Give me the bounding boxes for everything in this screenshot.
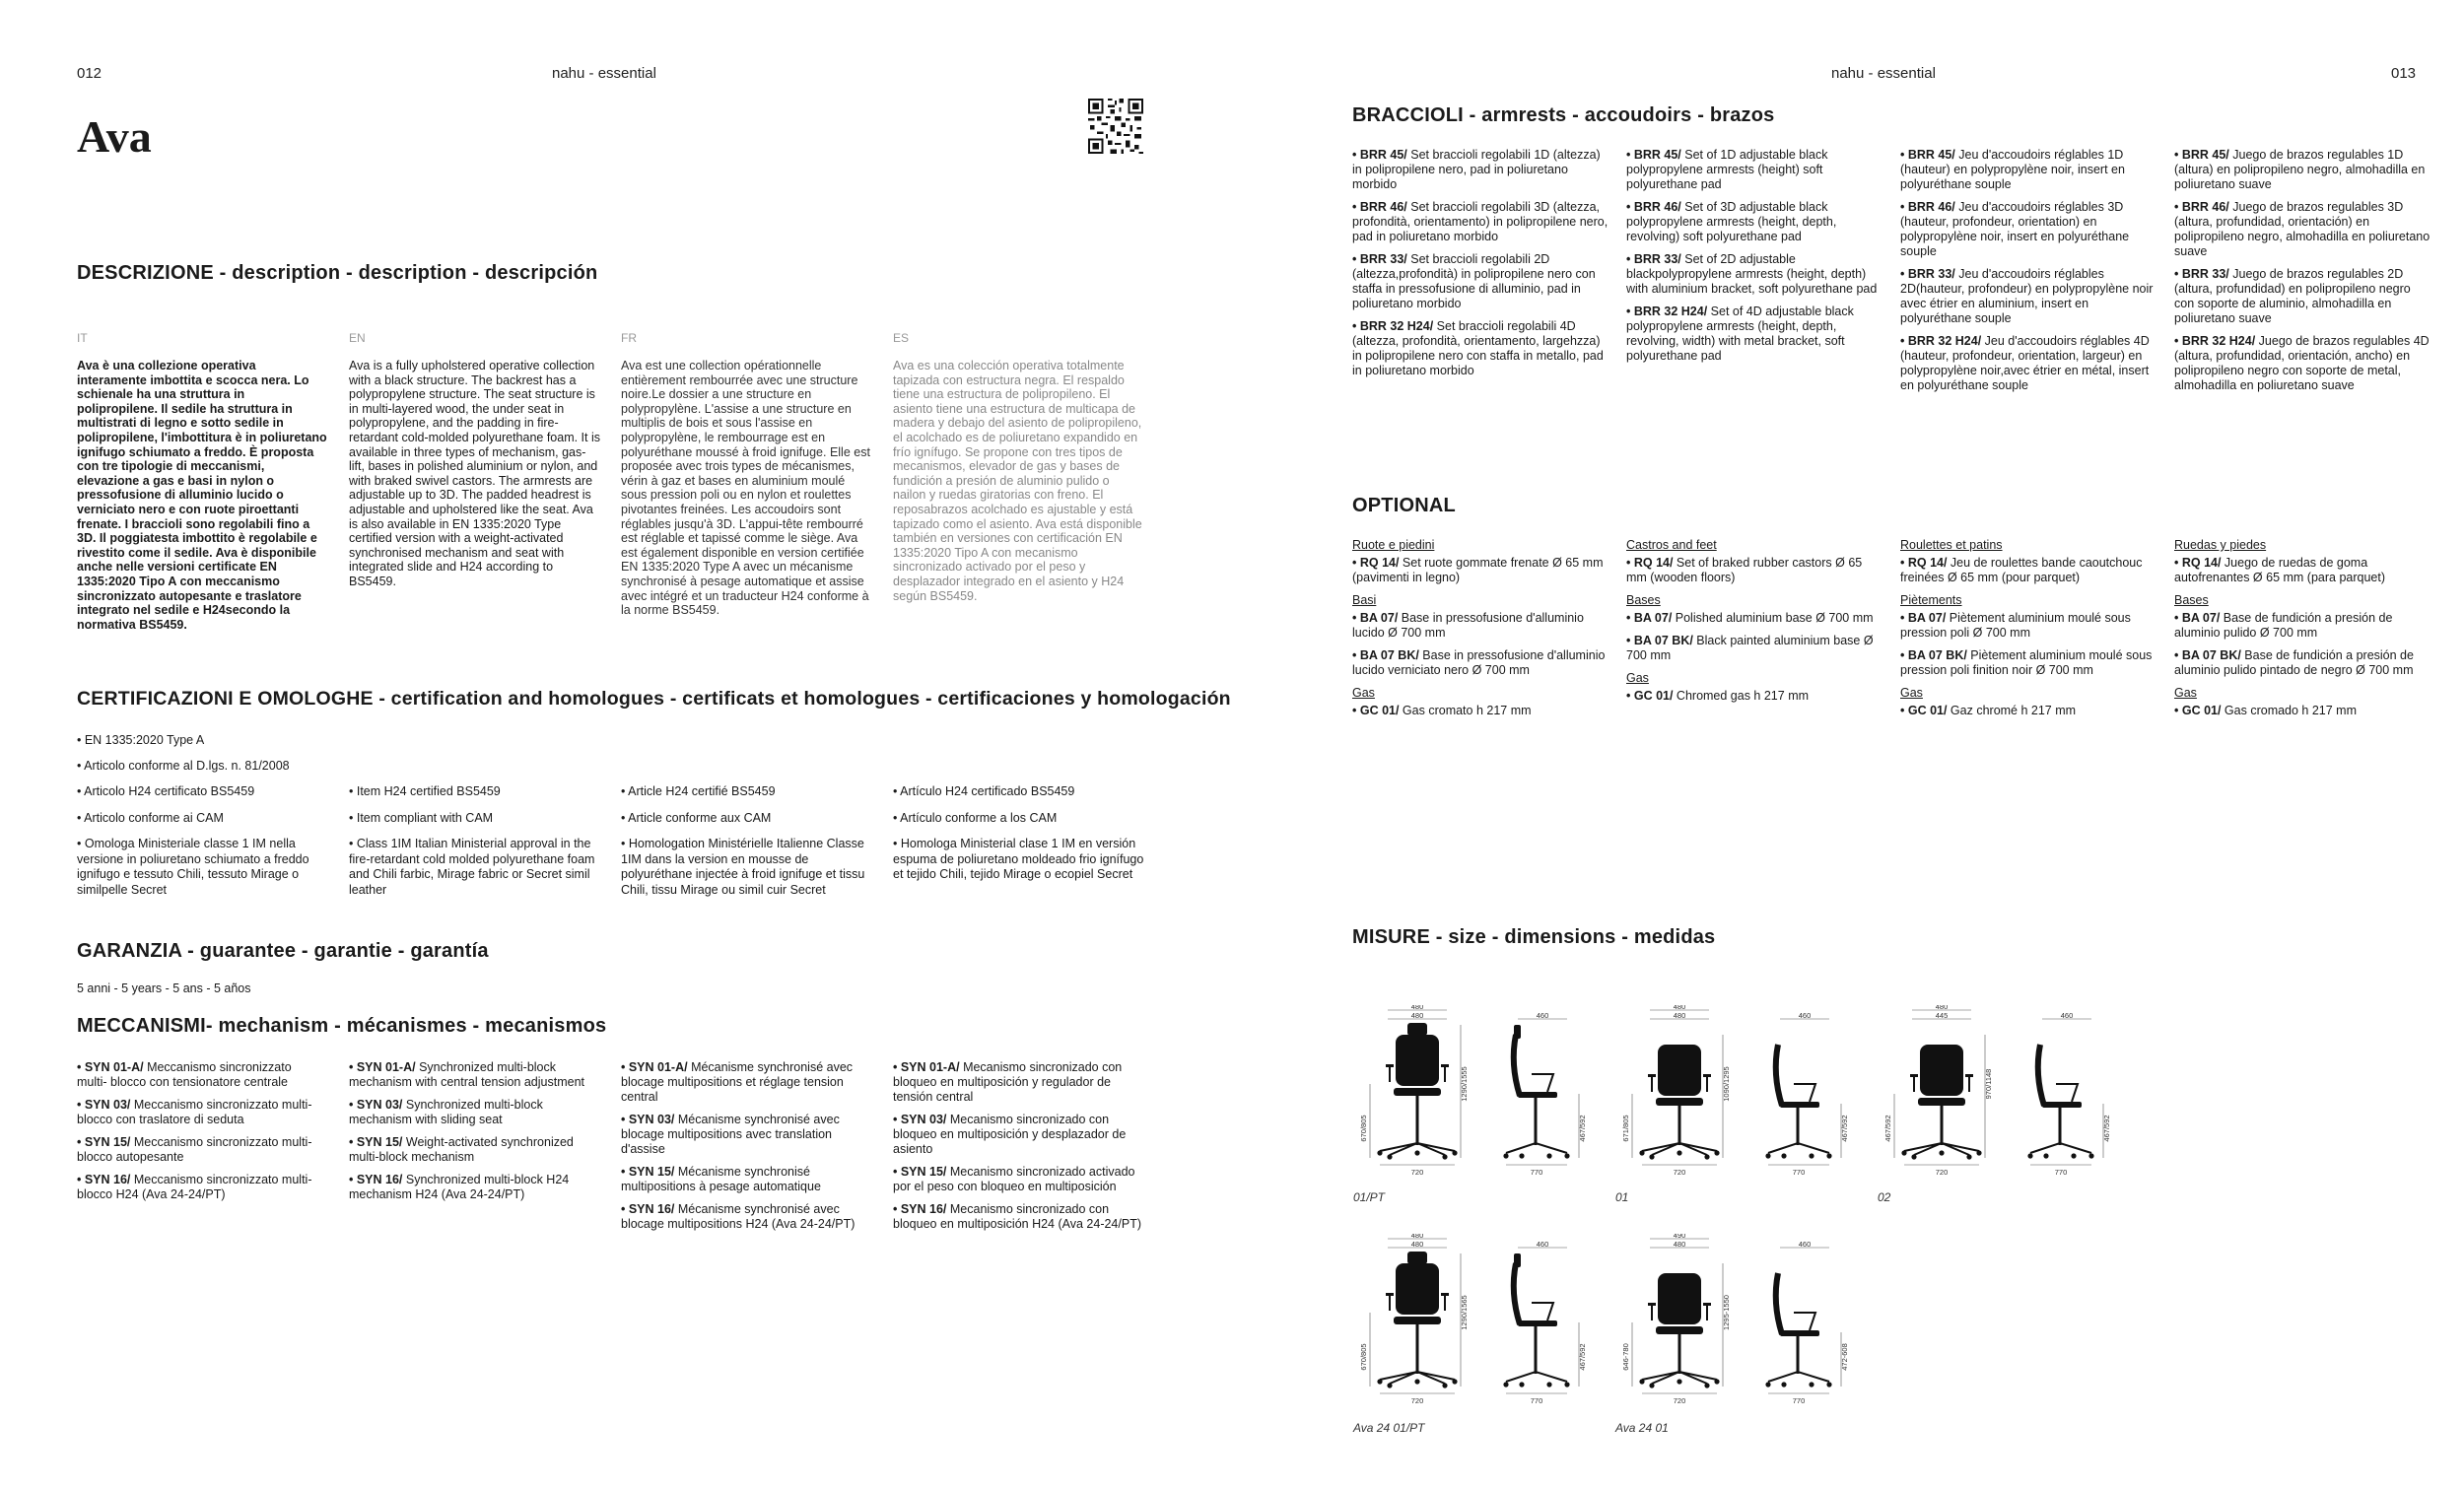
opt-item: • BA 07 BK/ Base de fundición a presión de aluminio pulido pintado de negro Ø 700 mm bbox=[2174, 648, 2414, 677]
opt-item: • RQ 14/ Set ruote gommate frenate Ø 65 mm (pavimenti in legno) bbox=[1352, 556, 1604, 584]
opt-item: • BA 07/ Base de fundición a presión de aluminio pulido Ø 700 mm bbox=[2174, 611, 2393, 640]
mech-item: • SYN 16/ Mecanismo sincronizado con bloqueo en multiposición H24 (Ava 24-24/PT) bbox=[893, 1202, 1141, 1231]
dim-side-top: 460 bbox=[2060, 1011, 2074, 1020]
dim-side-width: 770 bbox=[1530, 1168, 1543, 1177]
chair-side-castor bbox=[1765, 1382, 1770, 1387]
chair-side-castor bbox=[1765, 1153, 1770, 1158]
chair-backrest bbox=[1920, 1045, 1963, 1096]
description-col-fr bbox=[621, 331, 872, 618]
description-text: Ava is a fully upholstered operative collection with a black structure. The backrest has a polypropylene structure. The seat structure is in multi-layered wood, the under seat in polypropylene, and the padding in fire-retardant cold-molded polyurethane foam. It is available in three types of mechanism, gas-lift, bases in polished aluminium or nylon, and with braked swivel castors. The armrests are adjustable up to 3D. The padded headrest is adjustable and upholstered like the seat. Ava is also available in EN 1335:2020 Type certified version with a weight-activated synchronised mechanism and seat with integrated slide and H24 according to BS5459. bbox=[349, 359, 600, 588]
chair-side-castor bbox=[2088, 1153, 2093, 1158]
arm-col-fr bbox=[1900, 148, 2156, 401]
armrests-title: BRACCIOLI - armrests - accoudoirs - brazos bbox=[1352, 104, 1775, 126]
figure-label: 02 bbox=[1878, 1190, 1891, 1204]
arm-item: • BRR 45/ Set braccioli regolabili 1D (altezza) in polipropilene nero, pad in poliuretano morbido bbox=[1352, 148, 1601, 191]
opt-item: • BA 07 BK/ Piètement aluminium moulé sous pression poli finition noir Ø 700 mm bbox=[1900, 648, 2153, 677]
cert-item: • Articolo conforme al D.lgs. n. 81/2008 bbox=[77, 759, 290, 773]
sizes-title: MISURE - size - dimensions - medidas bbox=[1352, 926, 1716, 948]
qr-code[interactable] bbox=[1088, 99, 1143, 159]
chair-arm-right bbox=[1703, 1074, 1711, 1077]
chair-side-seat bbox=[1780, 1102, 1819, 1108]
arm-item: • BRR 32 H24/ Jeu d'accoudoirs réglables 4D (hauteur, profondeur, orientation, largeur) en polypropylène noir,avec étrier en métal, insert en polyuréthane souple bbox=[1900, 334, 2150, 392]
chair-arm-right bbox=[1703, 1303, 1711, 1306]
chair-side-castor bbox=[1519, 1153, 1524, 1158]
opt-col-en bbox=[1626, 538, 1882, 711]
dim-top-1: 480 bbox=[1410, 1234, 1424, 1240]
chair-side-arm bbox=[1794, 1313, 1815, 1330]
mech-item: • SYN 15/ Mécanisme synchronisé multipositions à pesage automatique bbox=[621, 1165, 821, 1193]
chair-backrest bbox=[1658, 1045, 1701, 1096]
chair-arm-left bbox=[1648, 1303, 1656, 1306]
chair-castor bbox=[1377, 1379, 1382, 1384]
dim-seat-height: 472-608 bbox=[1840, 1343, 1849, 1371]
dim-base-width: 720 bbox=[1935, 1168, 1949, 1177]
chair-seat bbox=[1656, 1326, 1703, 1334]
dim-side-top: 460 bbox=[1798, 1011, 1812, 1020]
chair-dimension-drawing bbox=[1612, 1234, 1869, 1411]
arm-item: • BRR 32 H24/ Set braccioli regolabili 4D (altezza, profondità, orientamento, largehzza) in polipropilene nero con staffa in metallo, pad in poliuretano morbido bbox=[1352, 319, 1604, 377]
description-col-es bbox=[893, 331, 1144, 603]
dim-seat-height: 467/592 bbox=[1578, 1343, 1587, 1371]
chair-backrest bbox=[1658, 1273, 1701, 1324]
chair-castor bbox=[1939, 1150, 1944, 1155]
figure-label: Ava 24 01/PT bbox=[1353, 1421, 1425, 1435]
arm-item: • BRR 46/ Jeu d'accoudoirs réglables 3D (hauteur, profondeur, orientation) en polypropylène noir, insert en polyuréthane souple bbox=[1900, 200, 2130, 258]
chair-castor bbox=[1387, 1383, 1392, 1387]
opt-item: • BA 07/ Piètement aluminium moulé sous pression poli Ø 700 mm bbox=[1900, 611, 2131, 640]
chair-seat bbox=[1656, 1098, 1703, 1106]
opt-col-fr bbox=[1900, 538, 2156, 726]
cert-item: • Omologa Ministeriale classe 1 IM nella versione in poliuretano schiumato a freddo ignifugo e tessuto Chili, tessuto Mirage o similpelle Secret bbox=[77, 837, 309, 897]
dim-base-width: 720 bbox=[1410, 1168, 1424, 1177]
chair-side-castor bbox=[1826, 1382, 1831, 1387]
arm-item: • BRR 33/ Set of 2D adjustable blackpolypropylene armrests (height, depth) with aluminium bracket, soft polyurethane pad bbox=[1626, 252, 1878, 296]
cert-col-fr bbox=[621, 784, 877, 898]
lang-label: EN bbox=[349, 331, 366, 345]
opt-group-label: Bases bbox=[2174, 593, 2209, 607]
chair-castor bbox=[1442, 1383, 1447, 1387]
chair-side-castor bbox=[1546, 1382, 1551, 1387]
chair-castor bbox=[1649, 1154, 1654, 1159]
opt-group-label: Gas bbox=[1900, 686, 1923, 700]
arm-col-it bbox=[1352, 148, 1608, 386]
cert-item: • Article H24 certifié BS5459 bbox=[621, 784, 776, 798]
chair-side-castor bbox=[1503, 1153, 1508, 1158]
chair-side-seat bbox=[1518, 1092, 1557, 1098]
chair-castor bbox=[1649, 1383, 1654, 1387]
figure-label: 01 bbox=[1615, 1190, 1629, 1204]
opt-group-label: Bases bbox=[1626, 593, 1661, 607]
mech-item: • SYN 16/ Synchronized multi-block H24 mechanism H24 (Ava 24-24/PT) bbox=[349, 1173, 570, 1201]
mech-col-it bbox=[77, 1060, 323, 1210]
description-col-it bbox=[77, 331, 328, 632]
dim-top-2: 480 bbox=[1410, 1240, 1424, 1249]
dim-seat-height: 467/592 bbox=[1578, 1115, 1587, 1142]
mech-item: • SYN 03/ Mécanisme synchronisé avec blocage multipositions avec translation d'assise bbox=[621, 1113, 840, 1156]
cert-item: • Articolo H24 certificato BS5459 bbox=[77, 784, 255, 798]
opt-group-label: Ruote e piedini bbox=[1352, 538, 1435, 552]
certifications-title: CERTIFICAZIONI E OMOLOGHE - certification and homologues - certificats et homologues - certificaciones y homologación bbox=[77, 688, 1231, 710]
chair-dimension-drawing bbox=[1350, 1234, 1607, 1411]
chair-castor bbox=[1677, 1150, 1681, 1155]
chair-castor bbox=[1639, 1150, 1644, 1155]
mech-item: • SYN 15/ Mecanismo sincronizado activado por el peso con bloqueo en multiposición bbox=[893, 1165, 1135, 1193]
dim-top-1: 480 bbox=[1673, 1005, 1686, 1011]
chair-arm-left bbox=[1910, 1074, 1918, 1077]
chair-side-arm bbox=[1532, 1074, 1553, 1092]
mech-item: • SYN 01-A/ Mecanismo sincronizado con bloqueo en multiposición y regulador de tensión central bbox=[893, 1060, 1123, 1104]
dim-height-left: 467/592 bbox=[1883, 1115, 1892, 1142]
opt-group-label: Piètements bbox=[1900, 593, 1962, 607]
dim-height-right: 1290/1555 bbox=[1460, 1066, 1469, 1102]
arm-item: • BRR 45/ Jeu d'accoudoirs réglables 1D (hauteur) en polypropylène noir, insert en polyuréthane souple bbox=[1900, 148, 2125, 191]
chair-castor bbox=[1704, 1383, 1709, 1387]
arm-item: • BRR 46/ Juego de brazos regulables 3D (altura, profundidad, orientación) en polipropileno negro, almohadilla en poliuretano suave bbox=[2174, 200, 2430, 258]
dim-top-1: 490 bbox=[1673, 1234, 1686, 1240]
dim-base-width: 720 bbox=[1673, 1168, 1686, 1177]
chair-castor bbox=[1901, 1150, 1906, 1155]
description-text: Ava è una collezione operativa interamente imbottita e scocca nera. Lo schienale ha una struttura in polipropilene. Il sedile ha struttura in multistrati di legno e sotto sedile in polipropilene, l'imbottitura è in poliuretano ignifugo schiumato a freddo. È proposta con tre tipologie di meccanismi, elevazione a gas e basi in nylon o pressofusione di alluminio lucido o verniciato nero e con ruote piroettanti frenate. I braccioli sono regolabili fino a 3D. Il poggiatesta imbottito è regolabile e rivestito come il sedile. Ava è disponibile anche nelle versioni certificate EN 1335:2020 Tipo A con meccanismo sincronizzato autopesante e traslatore integrato nel sedile e H24secondo la normativa BS5459. bbox=[77, 359, 327, 632]
opt-group-label: Gas bbox=[2174, 686, 2197, 700]
chair-dimension-drawing bbox=[1350, 1005, 1607, 1183]
chair-side-seat bbox=[2042, 1102, 2082, 1108]
chair-side-castor bbox=[1781, 1382, 1786, 1387]
dim-height-left: 646-780 bbox=[1621, 1343, 1630, 1371]
lang-label: ES bbox=[893, 331, 910, 345]
mech-item: • SYN 16/ Mécanisme synchronisé avec blocage multipositions H24 (Ava 24-24/PT) bbox=[621, 1202, 856, 1231]
opt-item: • GC 01/ Chromed gas h 217 mm bbox=[1626, 689, 1810, 703]
dim-side-width: 770 bbox=[1530, 1396, 1543, 1405]
dim-top-2: 480 bbox=[1673, 1011, 1686, 1020]
opt-col-es bbox=[2174, 538, 2430, 726]
chair-side-back bbox=[1514, 1035, 1520, 1096]
dim-base-width: 720 bbox=[1410, 1396, 1424, 1405]
cert-item: • Homologation Ministérielle Italienne Classe 1IM dans la version en mousse de polyuréthane injectée à froid ignifuge et tissu Chili, tissu Mirage ou simil cuir Secret bbox=[621, 837, 865, 897]
chair-dimension-drawing bbox=[1612, 1005, 1869, 1183]
chair-side-castor bbox=[1503, 1382, 1508, 1387]
chair-castor bbox=[1704, 1154, 1709, 1159]
opt-group-label: Castros and feet bbox=[1626, 538, 1717, 552]
size-figure bbox=[1350, 1234, 1607, 1431]
cert-item: • Artículo conforme a los CAM bbox=[893, 810, 1058, 825]
chair-headrest bbox=[1407, 1252, 1427, 1264]
chair-castor bbox=[1714, 1379, 1719, 1384]
chair-arm-left bbox=[1386, 1293, 1394, 1296]
description-text: Ava es una colección operativa totalmente tapizada con estructura negra. El respaldo tiene una estructura de polipropileno. El asiento tiene una estructura de multicapa de madera y debajo del asiento de polipropileno, el acolchado es de poliuretano expandido en frío ignífugo. Se propone con tres tipos de mecanismos, elevador de gas y bases de fundición a presión de aluminio pulido o nailon y ruedas giratorias con freno. El reposabrazos acolchado es ajustable y está tapizado como el asiento. Ava está disponible también en versiones con certificación EN 1335:2020 Tipo A con mecanismo sincronizado activado por el peso y desplazador integrado en el asiento y H24 según BS5459. bbox=[893, 359, 1142, 603]
chair-side-castor bbox=[1781, 1153, 1786, 1158]
chair-side-castor bbox=[1564, 1153, 1569, 1158]
chair-side-seat bbox=[1780, 1330, 1819, 1336]
size-figure bbox=[1350, 1005, 1607, 1202]
dim-top-1: 480 bbox=[1410, 1005, 1424, 1011]
cert-item: • Class 1IM Italian Ministerial approval in the fire-retardant cold molded polyurethane foam and Chili farbic, Mirage fabric or Secret simil leather bbox=[349, 837, 595, 897]
chair-castor bbox=[1414, 1150, 1419, 1155]
arm-item: • BRR 45/ Juego de brazos regulables 1D (altura) en polipropileno negro, almohadilla en poliuretano suave bbox=[2174, 148, 2426, 191]
description-text: Ava est une collection opérationnelle entièrement rembourrée avec une structure noire.Le dossier a une structure en polypropylène. L'assise a une structure en multiplis de bois et sous l'assise en polypropylène, le rembourrage est en polyuréthane moussé à froid ignifuge. Elle est proposée avec trois types de mécanismes, vérin à gaz et bases en aluminium moulé sous pression poli ou en nylon et roulettes pivotantes freinées. Les accoudoirs sont réglables jusqu'à 3D. L'appui-tête rembourré est réglable et tapissé comme le siège. Ava est également disponible en version certifiée EN 1335:2020 Type A avec un mécanisme synchronisé à pesage automatique et assise avec intégré et un traducteur H24 conforme à la norme BS5459. bbox=[621, 359, 870, 618]
mech-col-es bbox=[893, 1060, 1144, 1240]
chair-backrest bbox=[1396, 1035, 1439, 1086]
arm-col-en bbox=[1626, 148, 1882, 372]
arm-item: • BRR 32 H24/ Juego de brazos regulables 4D (altura, profundidad, orientación, ancho) en polipropileno negro con soporte de metal, almohadilla en poliuretano suave bbox=[2174, 334, 2430, 392]
chair-side-castor bbox=[1809, 1153, 1814, 1158]
guarantee-title: GARANZIA - guarantee - garantie - garantía bbox=[77, 940, 489, 962]
mech-item: • SYN 03/ Mecanismo sincronizado con bloqueo en multiposición y desplazador de asiento bbox=[893, 1113, 1127, 1156]
chair-castor bbox=[1714, 1150, 1719, 1155]
brand-header-left: nahu - essential bbox=[552, 65, 656, 82]
opt-item: • BA 07 BK/ Black painted aluminium base Ø 700 mm bbox=[1626, 634, 1874, 662]
arm-item: • BRR 32 H24/ Set of 4D adjustable black polypropylene armrests (height, depth, revolving, width) with metal bracket, soft polyurethane pad bbox=[1626, 305, 1854, 363]
chair-side-back bbox=[2038, 1045, 2044, 1106]
chair-backrest bbox=[1396, 1263, 1439, 1315]
chair-side-castor bbox=[1826, 1153, 1831, 1158]
dim-seat-height: 467/592 bbox=[1840, 1115, 1849, 1142]
qr-code-icon bbox=[1088, 99, 1143, 154]
chair-seat bbox=[1394, 1317, 1441, 1324]
cert-item: • Item compliant with CAM bbox=[349, 810, 494, 825]
chair-castor bbox=[1377, 1150, 1382, 1155]
chair-side-castor bbox=[1809, 1382, 1814, 1387]
mech-item: • SYN 15/ Meccanismo sincronizzato multi-blocco autopesante bbox=[77, 1135, 312, 1164]
opt-item: • BA 07/ Polished aluminium base Ø 700 mm bbox=[1626, 611, 1874, 625]
chair-arm-right bbox=[1441, 1064, 1449, 1067]
opt-group-label: Gas bbox=[1626, 671, 1649, 685]
dim-side-top: 460 bbox=[1536, 1011, 1549, 1020]
opt-item: • RQ 14/ Jeu de roulettes bande caoutchouc freinées Ø 65 mm (pour parquet) bbox=[1900, 556, 2143, 584]
mech-col-en bbox=[349, 1060, 595, 1210]
chair-side-castor bbox=[2071, 1153, 2076, 1158]
chair-side-arm bbox=[1532, 1303, 1553, 1320]
brand-header-right: nahu - essential bbox=[1831, 65, 1936, 82]
arm-item: • BRR 33/ Jeu d'accoudoirs réglables 2D(hauteur, profondeur) en polypropylène noir avec étrier en aluminium, insert en polyuréthane souple bbox=[1900, 267, 2154, 325]
dim-side-top: 460 bbox=[1798, 1240, 1812, 1249]
chair-dimension-drawing bbox=[1875, 1005, 2131, 1183]
mechanisms-title: MECCANISMI- mechanism - mécanismes - mecanismos bbox=[77, 1015, 607, 1037]
mech-item: • SYN 01-A/ Meccanismo sincronizzato multi- blocco con tensionatore centrale bbox=[77, 1060, 292, 1089]
mech-item: • SYN 15/ Weight-activated synchronized multi-block mechanism bbox=[349, 1135, 574, 1164]
arm-item: • BRR 33/ Set braccioli regolabili 2D (altezza,profondità) in polipropilene nero con staffa in pressofusione di alluminio, pad in poliuretano morbido bbox=[1352, 252, 1596, 310]
arm-item: • BRR 45/ Set of 1D adjustable black polypropylene armrests (height) soft polyurethane pad bbox=[1626, 148, 1828, 191]
product-title: Ava bbox=[77, 111, 152, 162]
chair-arm-left bbox=[1386, 1064, 1394, 1067]
dim-side-width: 770 bbox=[1792, 1396, 1806, 1405]
opt-item: • RQ 14/ Juego de ruedas de goma autofrenantes Ø 65 mm (para parquet) bbox=[2174, 556, 2386, 584]
opt-item: • BA 07 BK/ Base in pressofusione d'alluminio lucido verniciato nero Ø 700 mm bbox=[1352, 648, 1606, 677]
mech-item: • SYN 16/ Meccanismo sincronizzato multi-blocco H24 (Ava 24-24/PT) bbox=[77, 1173, 312, 1201]
chair-castor bbox=[1639, 1379, 1644, 1384]
size-figure bbox=[1875, 1005, 2131, 1202]
opt-item: • GC 01/ Gaz chromé h 217 mm bbox=[1900, 704, 2077, 717]
opt-group-label: Gas bbox=[1352, 686, 1375, 700]
chair-castor bbox=[1976, 1150, 1981, 1155]
chair-side-back bbox=[1776, 1045, 1782, 1106]
guarantee-text: 5 anni - 5 years - 5 ans - 5 años bbox=[77, 981, 251, 995]
chair-side-castor bbox=[1519, 1382, 1524, 1387]
chair-side-back bbox=[1514, 1263, 1520, 1324]
cert-col-it bbox=[77, 784, 333, 898]
chair-side-castor bbox=[2027, 1153, 2032, 1158]
chair-side-back bbox=[1776, 1273, 1782, 1334]
chair-castor bbox=[1442, 1154, 1447, 1159]
dim-height-left: 670/805 bbox=[1359, 1343, 1368, 1371]
arm-item: • BRR 46/ Set of 3D adjustable black polypropylene armrests (height, depth, revolving) soft polyurethane pad bbox=[1626, 200, 1837, 243]
mech-item: • SYN 01-A/ Mécanisme synchronisé avec blocage multipositions et réglage tension central bbox=[621, 1060, 854, 1104]
opt-item: • GC 01/ Gas cromado h 217 mm bbox=[2174, 704, 2358, 717]
lang-label: FR bbox=[621, 331, 637, 345]
dim-height-right: 1295-1550 bbox=[1722, 1295, 1731, 1330]
chair-castor bbox=[1414, 1379, 1419, 1384]
cert-item: • Artículo H24 certificado BS5459 bbox=[893, 784, 1075, 798]
cert-item: • EN 1335:2020 Type A bbox=[77, 733, 205, 747]
chair-arm-right bbox=[1441, 1293, 1449, 1296]
dim-side-top: 460 bbox=[1536, 1240, 1549, 1249]
mech-item: • SYN 03/ Meccanismo sincronizzato multi-blocco con traslatore di seduta bbox=[77, 1098, 312, 1126]
chair-seat bbox=[1394, 1088, 1441, 1096]
opt-item: • RQ 14/ Set of braked rubber castors Ø 65 mm (wooden floors) bbox=[1626, 556, 1863, 584]
cert-item: • Item H24 certified BS5459 bbox=[349, 784, 501, 798]
opt-group-label: Ruedas y piedes bbox=[2174, 538, 2267, 552]
cert-item: • Homologa Ministerial clase 1 IM en versión espuma de poliuretano moldeado frio ignífugo et tejido Chili, tejido Mirage o ecopiel Secret bbox=[893, 837, 1144, 881]
optional-title: OPTIONAL bbox=[1352, 495, 1456, 516]
description-title: DESCRIZIONE - description - description - descripción bbox=[77, 262, 598, 284]
dim-side-width: 770 bbox=[2054, 1168, 2068, 1177]
opt-group-label: Roulettes et patins bbox=[1900, 538, 2003, 552]
dim-height-right: 1290/1565 bbox=[1460, 1295, 1469, 1330]
cert-item: • Article conforme aux CAM bbox=[621, 810, 772, 825]
chair-castor bbox=[1452, 1150, 1457, 1155]
dim-top-2: 445 bbox=[1935, 1011, 1949, 1020]
figure-label: Ava 24 01 bbox=[1615, 1421, 1669, 1435]
arm-col-es bbox=[2174, 148, 2430, 401]
chair-seat bbox=[1918, 1098, 1965, 1106]
chair-castor bbox=[1966, 1154, 1971, 1159]
chair-arm-right bbox=[1965, 1074, 1973, 1077]
dim-top-2: 480 bbox=[1673, 1240, 1686, 1249]
cert-col-en bbox=[349, 784, 605, 898]
arm-item: • BRR 33/ Juego de brazos regulables 2D (altura, profundidad) en polipropileno negro con soporte de aluminio, almohadilla en poliuretano suave bbox=[2174, 267, 2411, 325]
opt-item: • GC 01/ Gas cromato h 217 mm bbox=[1352, 704, 1532, 717]
dim-seat-height: 467/592 bbox=[2102, 1115, 2111, 1142]
chair-castor bbox=[1452, 1379, 1457, 1384]
description-col-en bbox=[349, 331, 600, 589]
chair-castor bbox=[1677, 1379, 1681, 1384]
chair-castor bbox=[1387, 1154, 1392, 1159]
dim-base-width: 720 bbox=[1673, 1396, 1686, 1405]
dim-height-right: 970/1148 bbox=[1984, 1068, 1993, 1100]
chair-side-arm bbox=[1794, 1084, 1815, 1102]
size-figure bbox=[1612, 1234, 1869, 1431]
dim-top-1: 480 bbox=[1935, 1005, 1949, 1011]
size-figure bbox=[1612, 1005, 1869, 1202]
dim-side-width: 770 bbox=[1792, 1168, 1806, 1177]
mech-col-fr bbox=[621, 1060, 867, 1240]
chair-headrest bbox=[1407, 1023, 1427, 1036]
lang-label: IT bbox=[77, 331, 88, 345]
mech-item: • SYN 01-A/ Synchronized multi-block mechanism with central tension adjustment bbox=[349, 1060, 585, 1089]
dim-top-2: 480 bbox=[1410, 1011, 1424, 1020]
chair-side-seat bbox=[1518, 1320, 1557, 1326]
figure-label: 01/PT bbox=[1353, 1190, 1386, 1204]
dim-height-left: 670/805 bbox=[1359, 1115, 1368, 1142]
page-number-right: 013 bbox=[2391, 65, 2417, 82]
arm-item: • BRR 46/ Set braccioli regolabili 3D (altezza, profondità, orientamento) in polipropilene nero, pad in poliuretano morbido bbox=[1352, 200, 1608, 243]
chair-arm-left bbox=[1648, 1074, 1656, 1077]
chair-castor bbox=[1911, 1154, 1916, 1159]
mech-item: • SYN 03/ Synchronized multi-block mechanism with sliding seat bbox=[349, 1098, 543, 1126]
chair-side-castor bbox=[2043, 1153, 2048, 1158]
chair-side-castor bbox=[1564, 1382, 1569, 1387]
chair-side-castor bbox=[1546, 1153, 1551, 1158]
opt-col-it bbox=[1352, 538, 1608, 726]
opt-group-label: Basi bbox=[1352, 593, 1377, 607]
dim-height-right: 1090/1295 bbox=[1722, 1066, 1731, 1102]
dim-height-left: 671/805 bbox=[1621, 1115, 1630, 1142]
cert-col-es bbox=[893, 784, 1149, 883]
cert-item: • Articolo conforme ai CAM bbox=[77, 810, 224, 825]
chair-side-arm bbox=[2056, 1084, 2078, 1102]
opt-item: • BA 07/ Base in pressofusione d'alluminio lucido Ø 700 mm bbox=[1352, 611, 1584, 640]
page-number-left: 012 bbox=[77, 65, 103, 82]
